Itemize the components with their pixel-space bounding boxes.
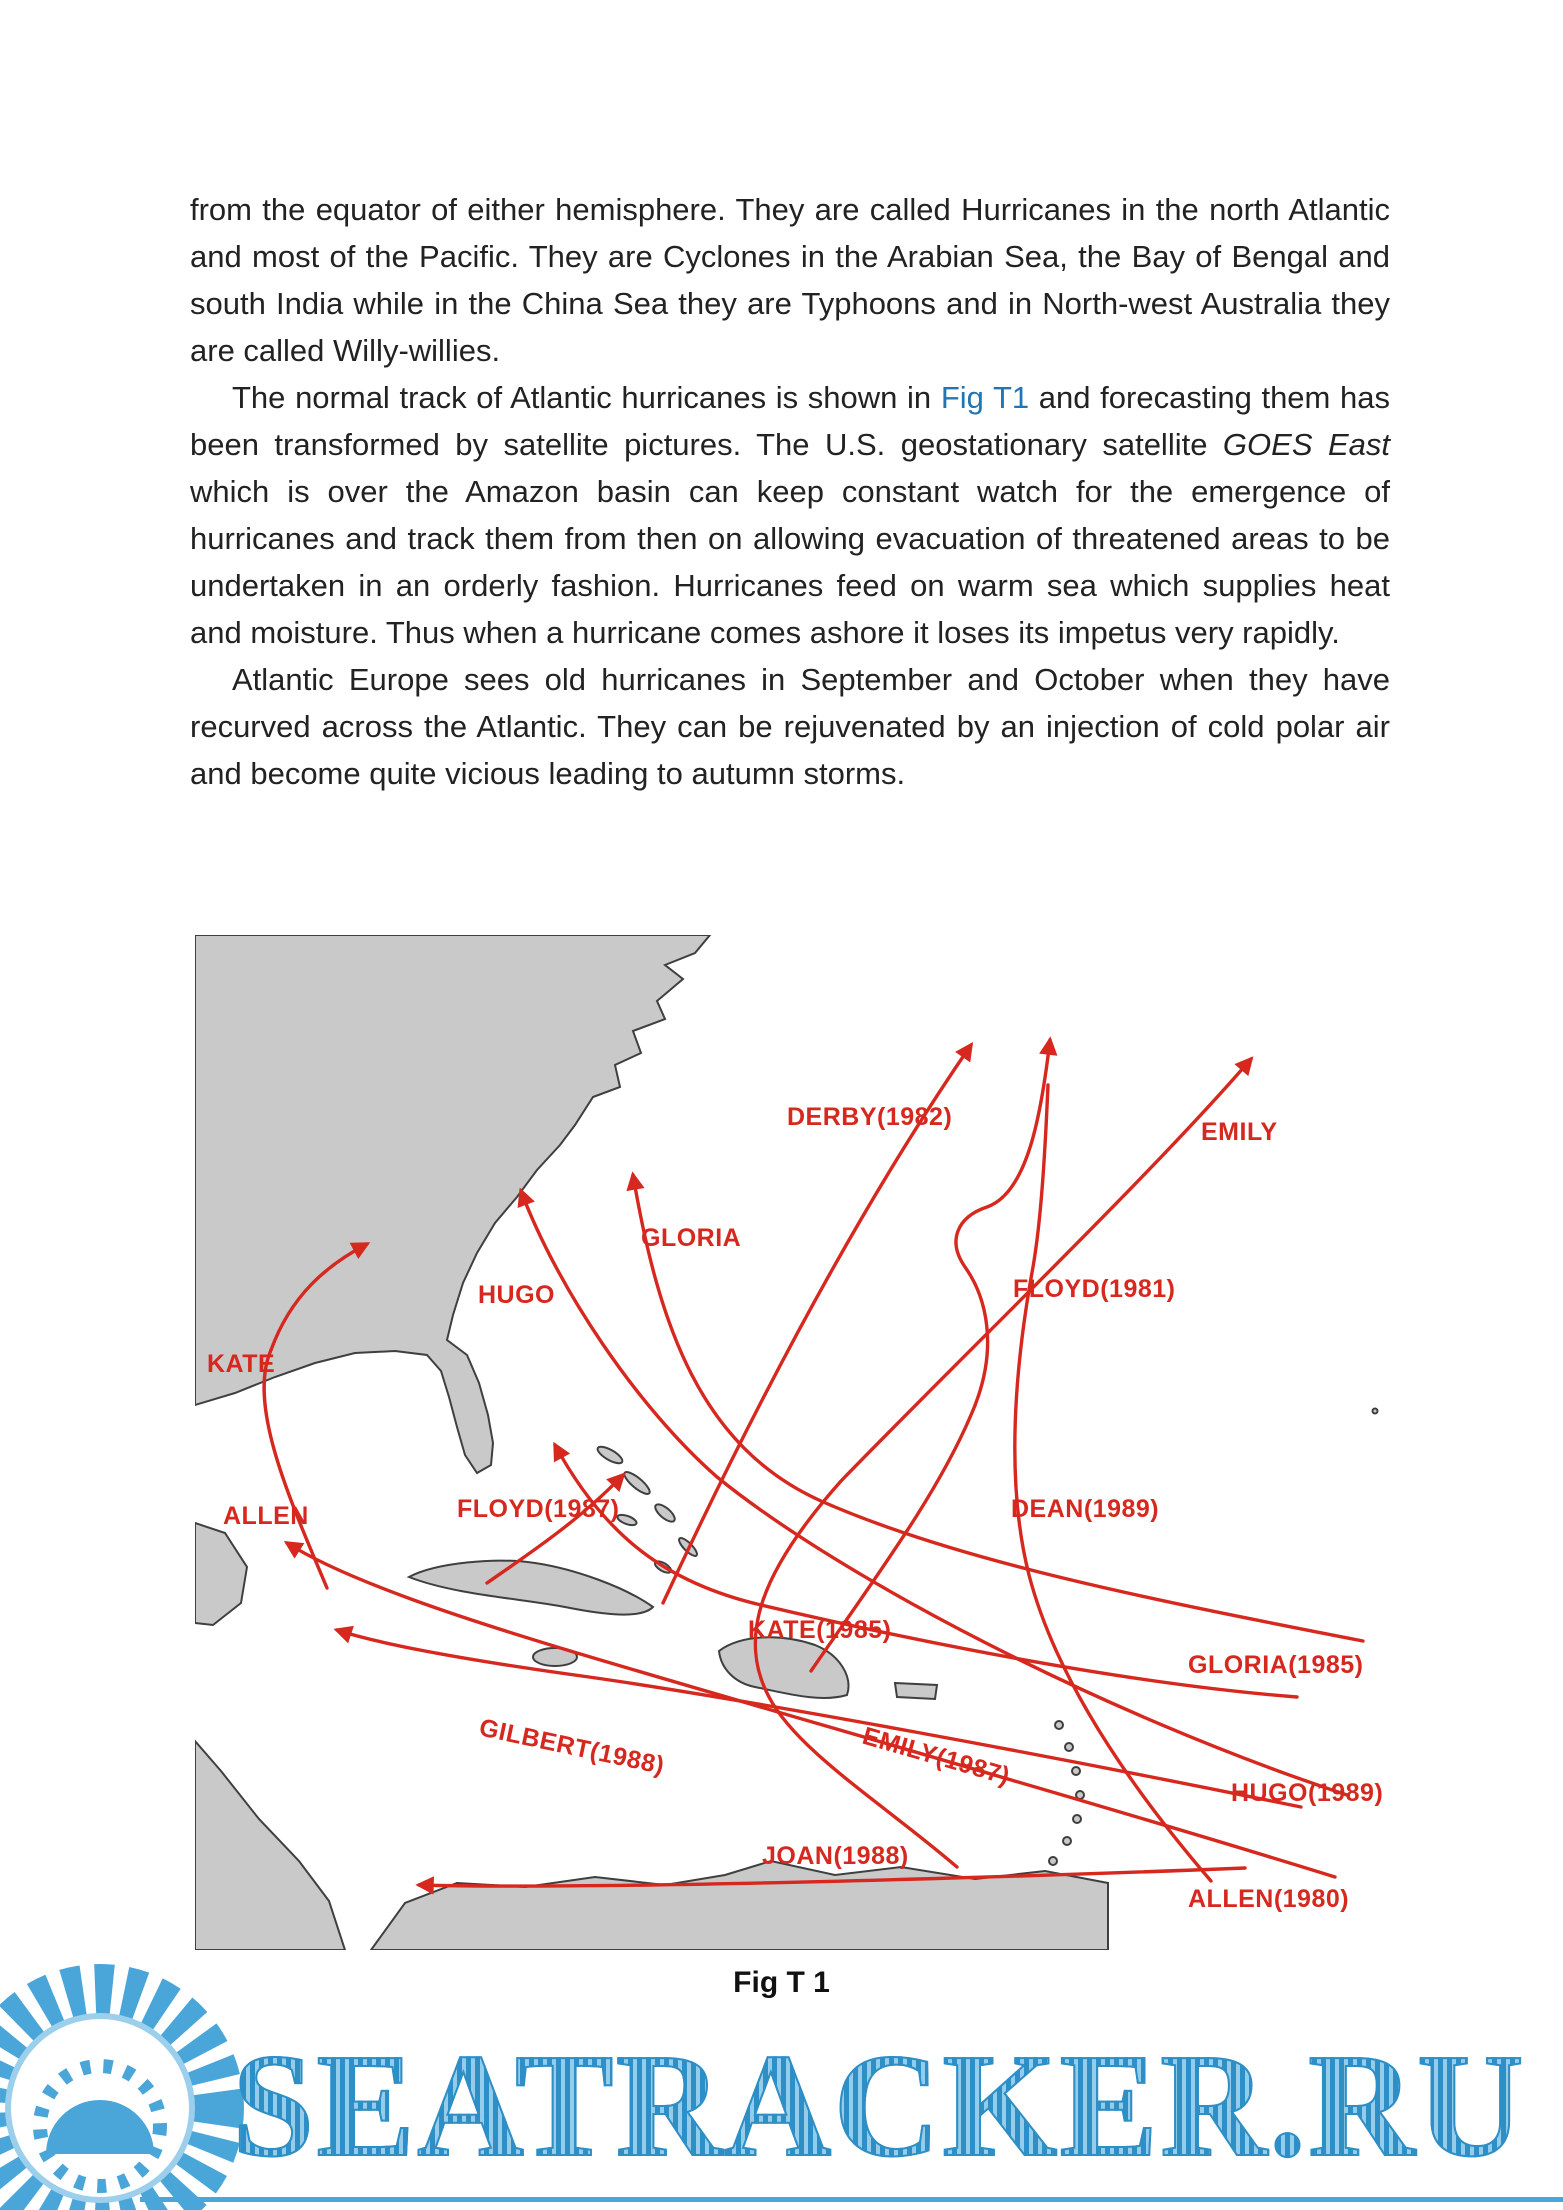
fig-t1-link[interactable]: Fig T1 — [940, 380, 1030, 415]
puerto-rico-island — [895, 1683, 937, 1699]
paragraph-2 — [190, 374, 1390, 656]
cuba-island — [409, 1561, 653, 1615]
track-allen — [287, 1543, 1335, 1877]
label-dean-1989: DEAN(1989) — [1011, 1495, 1160, 1523]
map-svg — [195, 935, 1420, 1950]
seatracker-watermark: SEATRACKER.RU — [232, 2026, 1562, 2196]
label-derby-1982: DERBY(1982) — [787, 1103, 953, 1131]
label-gilbert-1988: GILBERT(1988) — [476, 1713, 667, 1781]
label-kate: KATE — [207, 1350, 276, 1378]
track-emily — [755, 1059, 1251, 1867]
body-text — [190, 186, 1390, 797]
landmasses — [195, 935, 1378, 1950]
label-gloria: GLORIA — [641, 1224, 742, 1252]
label-joan-1988: JOAN(1988) — [762, 1842, 909, 1870]
track-gloria — [633, 1175, 1363, 1641]
label-emily-1987: EMILY(1987) — [859, 1721, 1014, 1791]
label-floyd-1987: FLOYD(1987) — [457, 1495, 620, 1523]
label-allen: ALLEN — [223, 1502, 309, 1530]
label-floyd-1981: FLOYD(1981) — [1013, 1275, 1176, 1303]
paragraph-1 — [190, 186, 1390, 374]
north-america-land — [195, 935, 710, 1473]
figure-caption: Fig T 1 — [733, 1966, 830, 1999]
goes-east-italic: GOES East — [1222, 427, 1390, 462]
paragraph-3 — [190, 656, 1390, 797]
seatracker-sun-icon — [0, 1958, 250, 2210]
label-hugo: HUGO — [478, 1281, 555, 1309]
bermuda-island — [1373, 1409, 1378, 1414]
label-allen-1980: ALLEN(1980) — [1188, 1885, 1350, 1913]
paragraph-2-text-c: which is over the Amazon basin can keep constant watch for the emergence of hurricanes and track them from then on allowing evacuation of threatened areas to be undertaken in an orderly fashion. Hurricanes feed on warm sea which supplies heat and moisture. Thus when a hurricane comes ashore it loses its impetus very rapidly. — [190, 474, 1390, 650]
paragraph-2-text-b: and forecasting them has been transformed by satellite pictures. The U.S. geostationary satellite — [190, 380, 1390, 462]
paragraph-2-text-a: The normal track of Atlantic hurricanes is shown in — [232, 380, 941, 415]
label-emily: EMILY — [1201, 1118, 1278, 1146]
track-floyd-1981 — [811, 1040, 1050, 1671]
bottom-divider — [140, 2197, 1563, 2202]
paragraph-1-text: from the equator of either hemisphere. They are called Hurricanes in the north Atlantic and most of the Pacific. They are Cyclones in the Arabian Sea, the Bay of Bengal and south India while in the China Sea they are Typhoons and in North-west Australia they are called Willy-willies. — [190, 192, 1390, 368]
label-hugo-1989: HUGO(1989) — [1231, 1779, 1384, 1807]
paragraph-3-text: Atlantic Europe sees old hurricanes in September and October when they have recurved across the Atlantic. They can be rejuvenated by an injection of cold polar air and become quite vicious leading to autumn storms. — [190, 662, 1390, 791]
central-america-land — [195, 1741, 345, 1950]
hurricane-track-map — [195, 935, 1420, 1950]
yucatan-land — [195, 1523, 247, 1625]
label-gloria-1985: GLORIA(1985) — [1188, 1651, 1364, 1679]
label-kate-1985: KATE(1985) — [748, 1616, 892, 1644]
south-america-land — [371, 1861, 1108, 1950]
